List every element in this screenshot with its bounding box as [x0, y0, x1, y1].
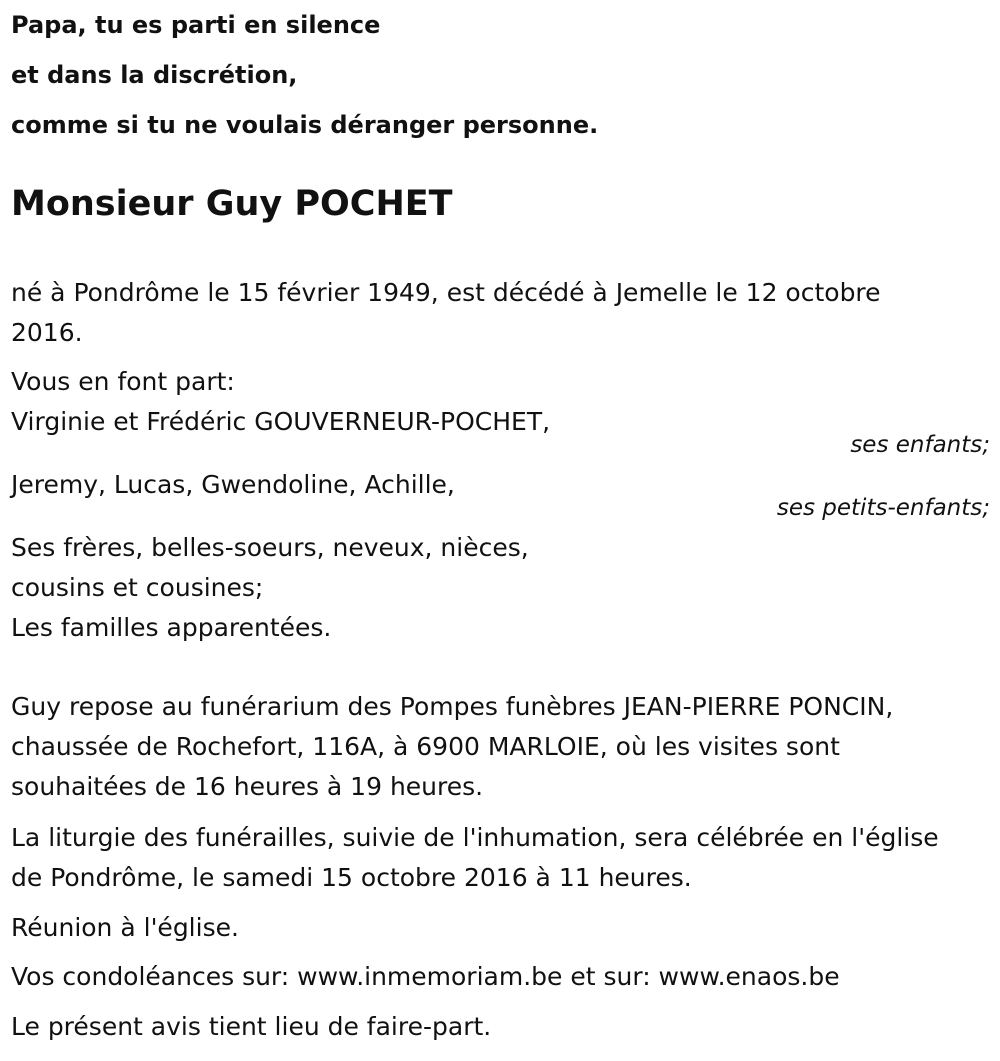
closing-text: Le présent avis tient lieu de faire-part.	[11, 1012, 492, 1041]
liturgy-line-1: La liturgie des funérailles, suivie de l'inhumation, sera célébrée en l'église	[11, 823, 939, 852]
relatives-line-2: cousins et cousines;	[11, 573, 264, 602]
grandchildren-names: Jeremy, Lucas, Gwendoline, Achille,	[11, 470, 455, 499]
birth-line-2: 2016.	[11, 318, 83, 347]
meeting-text: Réunion à l'église.	[11, 913, 239, 942]
condolences-text: Vos condoléances sur: www.inmemoriam.be et sur: www.enaos.be	[11, 962, 840, 991]
grandchildren-role: ses petits-enfants;	[776, 495, 990, 521]
repose-line-2: chaussée de Rochefort, 116A, à 6900 MARLOIE, où les visites sont	[11, 732, 840, 761]
intro-line-1: Papa, tu es parti en silence	[11, 11, 381, 39]
relatives-line-1: Ses frères, belles-soeurs, neveux, nièces,	[11, 533, 529, 562]
birth-line-1: né à Pondrôme le 15 février 1949, est décédé à Jemelle le 12 octobre	[11, 278, 881, 307]
intro-line-2: et dans la discrétion,	[11, 61, 298, 89]
repose-line-1: Guy repose au funérarium des Pompes funèbres JEAN-PIERRE PONCIN,	[11, 692, 894, 721]
intro-line-3: comme si tu ne voulais déranger personne.	[11, 111, 599, 139]
repose-line-3: souhaitées de 16 heures à 19 heures.	[11, 772, 484, 801]
relatives-line-3: Les familles apparentées.	[11, 613, 332, 642]
liturgy-line-2: de Pondrôme, le samedi 15 octobre 2016 à 11 heures.	[11, 863, 692, 892]
announce-text: Vous en font part:	[11, 367, 235, 396]
children-names: Virginie et Frédéric GOUVERNEUR-POCHET,	[11, 407, 551, 436]
children-role: ses enfants;	[850, 432, 990, 458]
deceased-name: Monsieur Guy POCHET	[11, 184, 453, 224]
